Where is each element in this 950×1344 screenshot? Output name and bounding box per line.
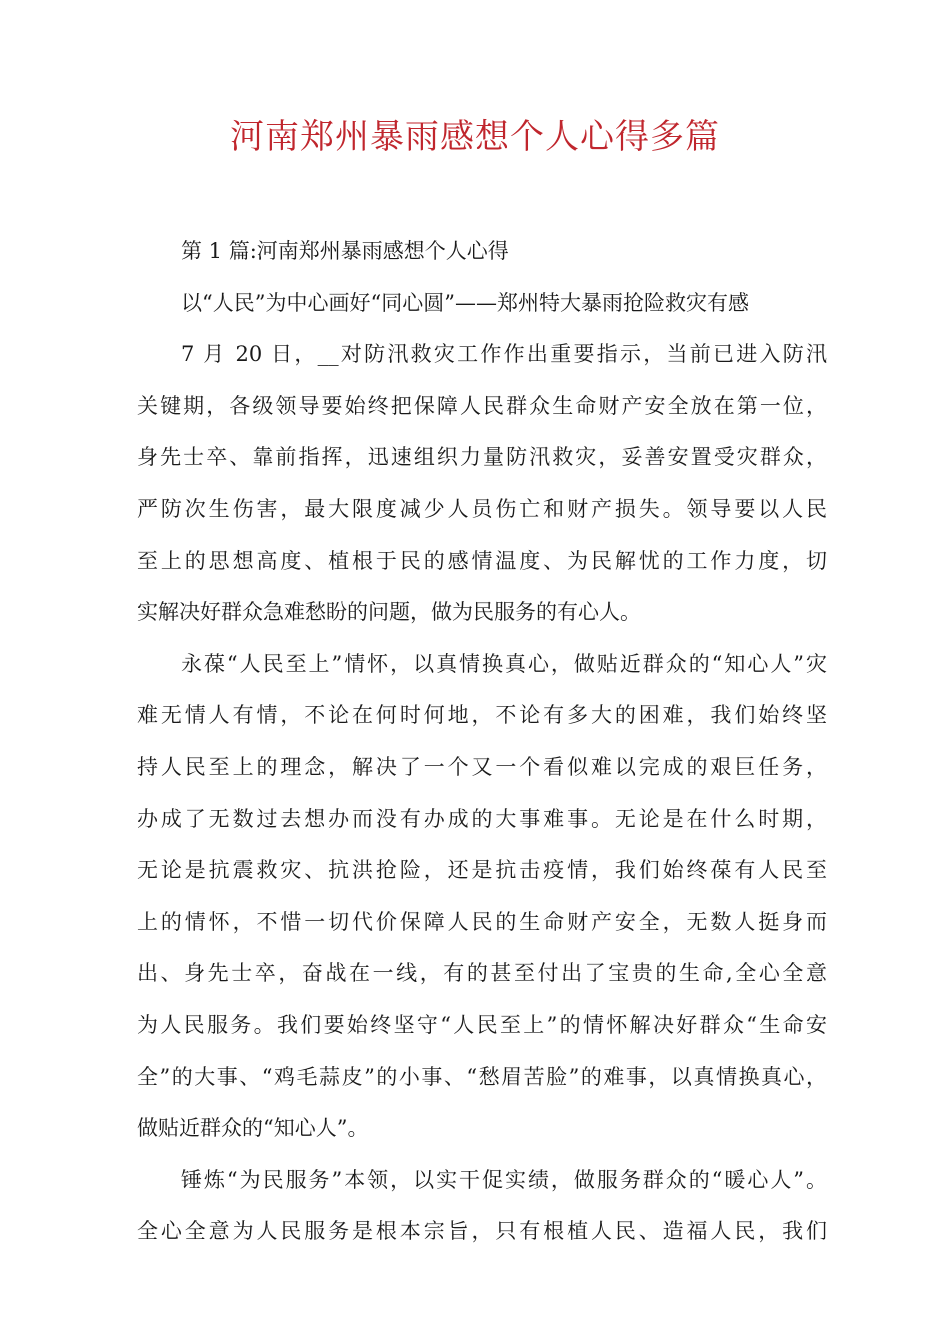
document-title: 河南郑州暴雨感想个人心得多篇 xyxy=(230,117,720,157)
text-line: 严防次生伤害，最大限度减少人员伤亡和财产损失。领导要以人民 xyxy=(137,496,827,521)
text-line: 关键期，各级领导要始终把保障人民群众生命财产安全放在第一位， xyxy=(137,393,827,418)
text-line: 7 月 20 日，__对防汛救灾工作作出重要指示，当前已进入防汛 xyxy=(181,342,827,367)
text-line: 出、身先士卒，奋战在一线，有的甚至付出了宝贵的生命,全心全意 xyxy=(137,961,827,986)
text-line: 持人民至上的理念，解决了一个又一个看似难以完成的艰巨任务， xyxy=(137,754,827,779)
text-line: 难无情人有情，不论在何时何地，不论有多大的困难，我们始终坚 xyxy=(137,703,827,728)
text-line: 全心全意为人民服务是根本宗旨，只有根植人民、造福人民，我们 xyxy=(137,1219,827,1244)
text-line: 身先士卒、靠前指挥，迅速组织力量防汛救灾，妥善安置受灾群众， xyxy=(137,445,827,470)
text-line: 实解决好群众急难愁盼的问题，做为民服务的有心人。 xyxy=(137,600,641,625)
text-line: 无论是抗震救灾、抗洪抢险，还是抗击疫情，我们始终葆有人民至 xyxy=(137,858,827,883)
text-line: 做贴近群众的“知心人”。 xyxy=(137,1116,369,1141)
document-body xyxy=(137,226,827,1258)
text-line: 至上的思想高度、植根于民的感情温度、为民解忧的工作力度，切 xyxy=(137,548,827,573)
text-line: 为人民服务。我们要始终坚守“人民至上”的情怀解决好群众“生命安 xyxy=(137,1012,827,1037)
text-line: 全”的大事、“鸡毛蒜皮”的小事、“愁眉苦脸”的难事，以真情换真心， xyxy=(137,1064,827,1089)
text-line: 以“人民”为中心画好“同心圆”——郑州特大暴雨抢险救灾有感 xyxy=(181,290,749,315)
text-line: 上的情怀，不惜一切代价保障人民的生命财产安全，无数人挺身而 xyxy=(137,909,827,934)
text-line: 永葆“人民至上”情怀，以真情换真心，做贴近群众的“知心人”灾 xyxy=(181,651,827,676)
text-line: 办成了无数过去想办而没有办成的大事难事。无论是在什么时期， xyxy=(137,806,827,831)
text-line: 第 1 篇:河南郑州暴雨感想个人心得 xyxy=(181,239,509,263)
text-line: 锤炼“为民服务”本领，以实干促实绩，做服务群众的“暖心人”。 xyxy=(181,1167,827,1192)
